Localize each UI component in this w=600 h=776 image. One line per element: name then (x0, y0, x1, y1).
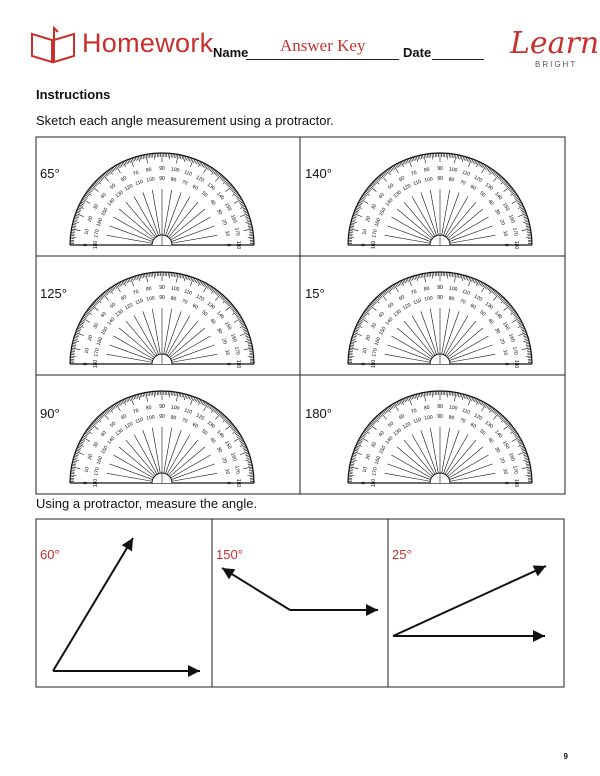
protractor-outer-label: 10 (361, 466, 369, 474)
protractor-inner-label: 50 (478, 309, 487, 318)
protractor-inner-label: 10 (501, 349, 509, 356)
protractor-inner-label: 120 (401, 302, 413, 312)
protractor-inner-label: 0 (503, 481, 509, 485)
protractor-outer-label: 10 (83, 347, 91, 355)
protractor-inner-label: 70 (458, 417, 467, 425)
protractor-outer-label: 90 (159, 285, 165, 291)
protractor-outer-label: 130 (205, 181, 216, 192)
protractor-inner-label: 110 (412, 416, 423, 426)
protractor-inner-label: 140 (106, 435, 117, 446)
protractor-inner-label: 130 (114, 427, 125, 438)
protractor-outer-label: 90 (159, 404, 165, 410)
protractor-outer-label: 110 (183, 169, 193, 178)
protractor-outer-label: 140 (493, 191, 504, 202)
protractor-outer-label: 120 (194, 412, 206, 422)
protractor-inner-label: 10 (501, 230, 509, 237)
protractor-inner-label: 120 (123, 302, 135, 312)
protractor-outer-label: 160 (507, 214, 516, 224)
protractor-outer-label: 50 (109, 301, 118, 310)
protractor-outer-label: 60 (120, 413, 128, 422)
protractor-inner-label: 30 (215, 327, 224, 335)
protractor-outer-label: 120 (472, 293, 484, 303)
protractor-inner-label: 130 (114, 189, 125, 200)
protractor-outer-label: 140 (493, 310, 504, 321)
protractor-outer-label: 70 (132, 169, 140, 178)
protractor-outer-label: 160 (229, 333, 238, 343)
protractor-outer-label: 100 (448, 166, 458, 174)
protractor-outer-label: 60 (120, 294, 128, 303)
protractor-inner-label: 80 (170, 176, 177, 184)
measure-instruction: Using a protractor, measure the angle. (36, 496, 258, 511)
protractor-inner-label: 80 (448, 176, 455, 184)
protractor-inner-label: 110 (134, 416, 145, 426)
protractor-inner-label: 100 (145, 414, 156, 422)
protractor-inner-label: 90 (159, 176, 165, 182)
protractor-inner-label: 110 (134, 297, 145, 307)
protractor-outer-label: 30 (92, 203, 101, 211)
protractor-outer-label: 130 (483, 419, 494, 430)
page-number: 9 (563, 752, 568, 761)
protractor-outer-label: 100 (170, 166, 180, 174)
protractor-outer-label: 30 (92, 322, 101, 330)
protractor-outer-label: 80 (423, 166, 431, 174)
protractor-outer-label: 10 (83, 228, 91, 236)
protractor-outer-label: 80 (145, 285, 153, 293)
protractor-outer-label: 70 (132, 288, 140, 297)
protractor-outer-label: 110 (461, 407, 471, 416)
protractor-inner-label: 60 (469, 302, 477, 311)
protractor-inner-label: 180 (371, 478, 377, 488)
protractor-outer-label: 20 (86, 334, 95, 342)
protractor-inner-label: 40 (208, 198, 217, 207)
protractor-inner-label: 80 (170, 414, 177, 422)
protractor-outer-label: 130 (205, 419, 216, 430)
learn-bright-logo: Learn (510, 26, 600, 61)
protractor-inner-label: 90 (437, 176, 443, 182)
protractor-inner-label: 60 (191, 183, 199, 192)
protractor-outer-label: 120 (194, 174, 206, 184)
protractor-outer-label: 110 (461, 169, 471, 178)
protractor-inner-label: 20 (220, 337, 228, 346)
protractor-outer-label: 90 (437, 166, 443, 172)
protractor-inner-label: 40 (486, 317, 495, 326)
protractor-inner-label: 180 (371, 359, 377, 369)
protractor-outer-label: 60 (398, 413, 406, 422)
answer-3: 25° (392, 547, 412, 562)
angle-3 (393, 566, 546, 636)
protractor-outer-label: 110 (183, 407, 193, 416)
protractor-inner-label: 20 (498, 337, 506, 346)
protractor-inner-label: 120 (123, 183, 135, 193)
homework-title: Homework (82, 28, 214, 58)
protractor-inner-label: 40 (486, 436, 495, 445)
protractor-inner-label: 10 (223, 349, 231, 356)
protractor-inner-label: 160 (95, 455, 105, 466)
protractor-outer-label: 170 (511, 227, 519, 237)
protractor-outer-label: 150 (223, 201, 233, 213)
protractor-inner-label: 60 (191, 302, 199, 311)
protractor-inner-label: 130 (392, 308, 403, 319)
protractor-inner-label: 100 (145, 295, 156, 303)
protractor-outer-label: 180 (235, 240, 241, 250)
answer-1: 60° (40, 547, 60, 562)
protractor-inner-label: 70 (180, 417, 189, 425)
protractor-inner-label: 180 (371, 240, 377, 250)
protractor-outer-label: 80 (423, 404, 431, 412)
protractor-inner-label: 0 (503, 243, 509, 247)
protractor-inner-label: 170 (93, 466, 101, 477)
protractor-outer-label: 70 (132, 407, 140, 416)
protractor-outer-label: 180 (513, 478, 519, 488)
protractor-outer-label: 100 (170, 404, 180, 412)
protractor-outer-label: 10 (361, 347, 369, 355)
protractor-inner-label: 160 (95, 217, 105, 228)
answer-2: 150° (216, 547, 243, 562)
protractor-inner-label: 80 (170, 295, 177, 303)
protractor-outer-label: 0 (361, 481, 367, 485)
protractor-inner-label: 60 (469, 421, 477, 430)
protractor-outer-label: 100 (448, 285, 458, 293)
protractor-outer-label: 40 (99, 192, 108, 201)
name-label: Name (213, 45, 249, 60)
protractor-inner-label: 140 (106, 316, 117, 327)
protractor-outer-label: 120 (194, 293, 206, 303)
protractor-inner-label: 110 (412, 297, 423, 307)
protractor-inner-label: 20 (220, 456, 228, 465)
protractor-inner-label: 40 (208, 436, 217, 445)
protractor-inner-label: 0 (225, 481, 231, 485)
protractor-inner-label: 70 (180, 298, 189, 306)
sketch-angle-2: 140° (305, 166, 332, 181)
protractor-outer-label: 90 (437, 285, 443, 291)
sketch-angle-5: 90° (40, 406, 60, 421)
protractor-outer-label: 60 (398, 175, 406, 184)
protractor-outer-label: 100 (170, 285, 180, 293)
protractor-outer-label: 70 (410, 169, 418, 178)
protractor-outer-label: 170 (233, 346, 241, 356)
protractor-outer-label: 50 (387, 301, 396, 310)
protractor-outer-label: 20 (364, 453, 373, 461)
protractor-outer-label: 90 (437, 404, 443, 410)
protractor-inner-label: 150 (100, 325, 110, 337)
protractor-inner-label: 30 (215, 446, 224, 454)
protractor-inner-label: 140 (384, 316, 395, 327)
protractor-inner-label: 10 (501, 468, 509, 475)
protractor-inner-label: 90 (437, 414, 443, 420)
protractor-inner-label: 170 (371, 228, 379, 239)
protractor-outer-label: 80 (145, 404, 153, 412)
protractor-outer-label: 100 (448, 404, 458, 412)
protractor-inner-label: 170 (371, 466, 379, 477)
protractor-outer-label: 40 (99, 311, 108, 320)
protractor-inner-label: 0 (225, 362, 231, 366)
protractor-outer-label: 150 (223, 320, 233, 332)
protractor-outer-label: 110 (461, 288, 471, 297)
protractor-inner-label: 120 (123, 421, 135, 431)
protractor-outer-label: 170 (511, 346, 519, 356)
protractor-outer-label: 180 (235, 478, 241, 488)
protractor-inner-label: 150 (100, 206, 110, 218)
protractor-inner-label: 160 (373, 455, 383, 466)
protractor-outer-label: 20 (364, 334, 373, 342)
protractor-inner-label: 110 (412, 178, 423, 188)
angle-1 (53, 538, 200, 671)
protractor-inner-label: 30 (493, 446, 502, 454)
protractor-inner-label: 100 (423, 414, 434, 422)
protractor-outer-label: 180 (235, 359, 241, 369)
protractor-inner-label: 150 (378, 325, 388, 337)
protractor-outer-label: 10 (361, 228, 369, 236)
protractor-outer-label: 80 (423, 285, 431, 293)
protractor-outer-label: 40 (99, 430, 108, 439)
protractor-inner-label: 0 (225, 243, 231, 247)
protractor-inner-label: 50 (200, 309, 209, 318)
angle-2 (222, 568, 378, 610)
protractor-outer-label: 40 (377, 430, 386, 439)
protractor-outer-label: 70 (410, 407, 418, 416)
protractor-inner-label: 110 (134, 178, 145, 188)
protractor-outer-label: 140 (493, 429, 504, 440)
protractor-inner-label: 160 (95, 336, 105, 347)
protractor-outer-label: 20 (86, 453, 95, 461)
sketch-angle-3: 125° (40, 286, 67, 301)
protractor-outer-label: 90 (159, 166, 165, 172)
protractor-inner-label: 30 (493, 327, 502, 335)
protractor-inner-label: 50 (200, 190, 209, 199)
protractor-inner-label: 20 (220, 218, 228, 227)
protractor-inner-label: 120 (401, 183, 413, 193)
protractor-outer-label: 160 (507, 333, 516, 343)
protractor-inner-label: 80 (448, 414, 455, 422)
protractor-inner-label: 100 (145, 176, 156, 184)
protractor-outer-label: 0 (83, 481, 89, 485)
protractor-outer-label: 180 (513, 240, 519, 250)
protractor-inner-label: 20 (498, 456, 506, 465)
protractor-outer-label: 140 (215, 310, 226, 321)
protractor-outer-label: 40 (377, 192, 386, 201)
protractor-outer-label: 130 (483, 181, 494, 192)
protractor-outer-label: 170 (511, 465, 519, 475)
protractor-outer-label: 150 (501, 201, 511, 213)
protractor-inner-label: 0 (503, 362, 509, 366)
protractor-outer-label: 40 (377, 311, 386, 320)
protractor-outer-label: 160 (229, 214, 238, 224)
protractor-inner-label: 140 (384, 197, 395, 208)
protractor-outer-label: 110 (183, 288, 193, 297)
protractor-outer-label: 170 (233, 227, 241, 237)
protractor-inner-label: 120 (401, 421, 413, 431)
date-label: Date (403, 45, 432, 60)
protractor-inner-label: 50 (478, 190, 487, 199)
protractor-outer-label: 30 (92, 441, 101, 449)
protractor-inner-label: 180 (93, 240, 99, 250)
protractor-inner-label: 130 (392, 427, 403, 438)
protractor-inner-label: 30 (215, 208, 224, 216)
protractor-outer-label: 160 (229, 452, 238, 462)
protractor-outer-label: 140 (215, 429, 226, 440)
protractor-inner-label: 150 (100, 444, 110, 456)
protractor-inner-label: 180 (93, 478, 99, 488)
protractor-outer-label: 60 (120, 175, 128, 184)
protractor-outer-label: 50 (387, 182, 396, 191)
protractor-outer-label: 70 (410, 288, 418, 297)
protractor-inner-label: 170 (371, 347, 379, 358)
protractor-inner-label: 130 (392, 189, 403, 200)
protractor-outer-label: 0 (83, 243, 89, 247)
protractor-inner-label: 170 (93, 347, 101, 358)
protractor-inner-label: 140 (384, 435, 395, 446)
protractor-outer-label: 50 (387, 420, 396, 429)
protractor-outer-label: 0 (361, 362, 367, 366)
protractor-outer-label: 30 (370, 322, 379, 330)
protractor-inner-label: 50 (200, 428, 209, 437)
protractor-inner-label: 30 (493, 208, 502, 216)
protractor-inner-label: 130 (114, 308, 125, 319)
sketch-angle-1: 65° (40, 166, 60, 181)
protractor-outer-label: 120 (472, 174, 484, 184)
sketch-instruction: Sketch each angle measurement using a protractor. (36, 113, 334, 128)
protractor-outer-label: 150 (223, 439, 233, 451)
protractor-outer-label: 0 (83, 362, 89, 366)
protractor-inner-label: 160 (373, 336, 383, 347)
protractor-inner-label: 100 (423, 176, 434, 184)
protractor-outer-label: 0 (361, 243, 367, 247)
protractor-inner-label: 70 (458, 298, 467, 306)
answer-key-text: Answer Key (280, 36, 366, 55)
protractor-outer-label: 120 (472, 412, 484, 422)
protractor-inner-label: 140 (106, 197, 117, 208)
logo-subtext: BRIGHT (535, 60, 578, 69)
protractor-outer-label: 140 (215, 191, 226, 202)
protractor-inner-label: 180 (93, 359, 99, 369)
protractor-outer-label: 20 (364, 215, 373, 223)
protractor-inner-label: 10 (223, 468, 231, 475)
protractor-outer-label: 20 (86, 215, 95, 223)
protractor-outer-label: 30 (370, 203, 379, 211)
protractor-inner-label: 150 (378, 444, 388, 456)
protractor-outer-label: 150 (501, 439, 511, 451)
protractor-outer-label: 10 (83, 466, 91, 474)
protractor-outer-label: 50 (109, 182, 118, 191)
protractor-inner-label: 40 (208, 317, 217, 326)
protractor-outer-label: 50 (109, 420, 118, 429)
protractor-inner-label: 170 (93, 228, 101, 239)
protractor-outer-label: 130 (205, 300, 216, 311)
protractor-inner-label: 80 (448, 295, 455, 303)
protractor-inner-label: 60 (469, 183, 477, 192)
protractor-outer-label: 160 (507, 452, 516, 462)
protractor-outer-label: 130 (483, 300, 494, 311)
protractor-inner-label: 90 (159, 414, 165, 420)
protractor-outer-label: 180 (513, 359, 519, 369)
protractor-outer-label: 150 (501, 320, 511, 332)
protractor-inner-label: 10 (223, 230, 231, 237)
protractor-inner-label: 50 (478, 428, 487, 437)
protractor-outer-label: 60 (398, 294, 406, 303)
sketch-angle-6: 180° (305, 406, 332, 421)
instructions-heading: Instructions (36, 87, 111, 102)
protractor-outer-label: 30 (370, 441, 379, 449)
protractor-inner-label: 70 (458, 179, 467, 187)
protractor-inner-label: 150 (378, 206, 388, 218)
protractor-outer-label: 170 (233, 465, 241, 475)
protractor-outer-label: 80 (145, 166, 153, 174)
protractor-inner-label: 90 (437, 295, 443, 301)
sketch-angle-4: 15° (305, 286, 325, 301)
protractor-inner-label: 90 (159, 295, 165, 301)
protractor-inner-label: 160 (373, 217, 383, 228)
protractor-inner-label: 60 (191, 421, 199, 430)
protractor-inner-label: 100 (423, 295, 434, 303)
protractor-inner-label: 40 (486, 198, 495, 207)
protractor-inner-label: 70 (180, 179, 189, 187)
protractor-inner-label: 20 (498, 218, 506, 227)
